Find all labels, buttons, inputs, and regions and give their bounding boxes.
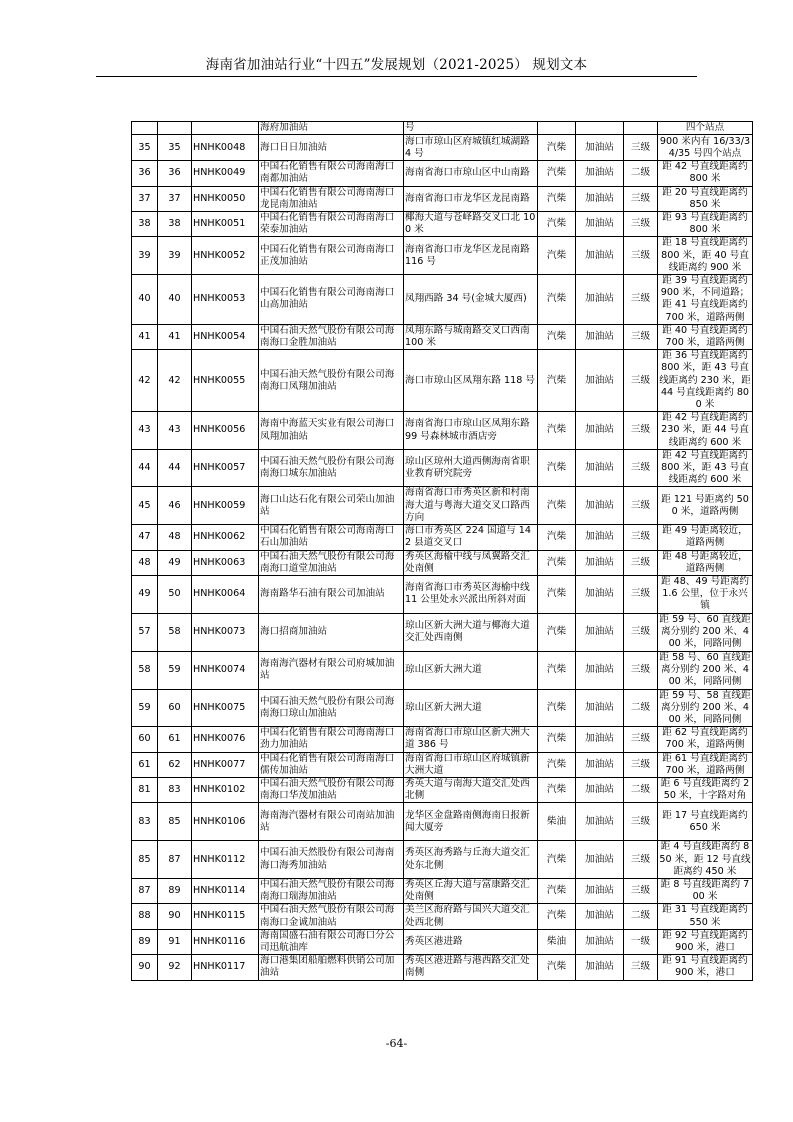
num-cell: 44 bbox=[158, 449, 192, 487]
seq-cell: 38 bbox=[132, 212, 158, 237]
type-cell bbox=[576, 122, 624, 135]
table-row bbox=[132, 487, 753, 525]
code-cell: HNHK0102 bbox=[192, 777, 259, 802]
num-cell: 89 bbox=[158, 878, 192, 903]
grade-cell: 三级 bbox=[624, 350, 658, 412]
grade-cell: 三级 bbox=[624, 525, 658, 550]
name-cell: 中国石油天然股份有限公司海南海口海秀加油站 bbox=[259, 841, 404, 879]
fuel-cell: 汽柴 bbox=[538, 752, 576, 777]
code-cell: HNHK0074 bbox=[192, 651, 259, 689]
seq-cell: 44 bbox=[132, 449, 158, 487]
name-cell: 海口港集团船舶燃料供销公司加油站 bbox=[259, 955, 404, 980]
table-row bbox=[132, 803, 753, 841]
address-cell: 海南省海口市琼山区凤翔东路 99 号森林城市酒店旁 bbox=[404, 412, 538, 450]
code-cell: HNHK0077 bbox=[192, 752, 259, 777]
code-cell: HNHK0063 bbox=[192, 550, 259, 575]
code-cell: HNHK0114 bbox=[192, 878, 259, 903]
fuel-cell: 汽柴 bbox=[538, 525, 576, 550]
seq-cell: 57 bbox=[132, 613, 158, 651]
fuel-cell: 汽柴 bbox=[538, 613, 576, 651]
type-cell: 加油站 bbox=[576, 841, 624, 879]
table-row bbox=[132, 955, 753, 980]
note-cell: 距 59 号、60 直线距离分别约 200 米、400 米，同路同侧 bbox=[659, 613, 751, 650]
table-row bbox=[132, 237, 753, 275]
note-cell: 距 42 号直线距离约 800 米 bbox=[658, 161, 753, 186]
document-header: 海南省加油站行业“十四五”发展规划（2021-2025） 规划文本 bbox=[205, 57, 588, 73]
num-cell: 50 bbox=[158, 575, 192, 613]
code-cell: HNHK0076 bbox=[192, 727, 259, 752]
num-cell: 42 bbox=[158, 350, 192, 412]
grade-cell: 二级 bbox=[624, 161, 658, 186]
num-cell: 90 bbox=[158, 904, 192, 929]
address-cell: 海口市琼山区凤翔东路 118 号 bbox=[404, 350, 538, 412]
num-cell: 49 bbox=[158, 550, 192, 575]
fuel-cell: 柴油 bbox=[538, 803, 576, 841]
fuel-cell: 汽柴 bbox=[538, 878, 576, 903]
table-row bbox=[132, 651, 753, 689]
name-cell: 海南海汽器材有限公司府城加油站 bbox=[259, 651, 404, 689]
num-cell bbox=[158, 122, 192, 135]
address-cell: 号 bbox=[404, 122, 538, 135]
grade-cell: 二级 bbox=[624, 689, 658, 727]
code-cell: HNHK0050 bbox=[192, 186, 259, 211]
name-cell: 中国石化销售有限公司海南海口正茂加油站 bbox=[259, 237, 404, 275]
fuel-cell: 汽柴 bbox=[538, 275, 576, 325]
fuel-cell: 汽柴 bbox=[538, 575, 576, 613]
seq-cell: 88 bbox=[132, 904, 158, 929]
fuel-cell: 汽柴 bbox=[538, 955, 576, 980]
code-cell: HNHK0106 bbox=[192, 803, 259, 841]
type-cell: 加油站 bbox=[576, 275, 624, 325]
address-cell: 凤翔西路 34 号(金城大厦西) bbox=[404, 275, 538, 325]
fuel-cell: 汽柴 bbox=[538, 487, 576, 525]
grade-cell: 三级 bbox=[624, 135, 658, 161]
seq-cell: 43 bbox=[132, 412, 158, 450]
fuel-cell: 汽柴 bbox=[538, 777, 576, 802]
note-cell: 距 61 号直线距离约 700 米，道路两侧 bbox=[658, 752, 753, 777]
type-cell: 加油站 bbox=[576, 613, 624, 651]
num-cell: 85 bbox=[158, 803, 192, 841]
note-cell: 900 米内有 16/33/34/35 号四个站点 bbox=[658, 135, 753, 161]
note-cell: 距 92 号直线距离约 900 米，港口 bbox=[658, 929, 753, 954]
name-cell: 海口山达石化有限公司荣山加油站 bbox=[259, 487, 404, 525]
grade-cell: 三级 bbox=[624, 841, 658, 879]
address-cell: 秀英区海秀路与丘海大道交汇处东北侧 bbox=[404, 841, 538, 879]
fuel-cell: 汽柴 bbox=[538, 727, 576, 752]
table-row bbox=[132, 904, 753, 929]
grade-cell: 三级 bbox=[624, 449, 658, 487]
seq-cell: 37 bbox=[132, 186, 158, 211]
address-cell: 秀英区海榆中线与凤翼路交汇处南侧 bbox=[404, 550, 538, 575]
grade-cell: 三级 bbox=[624, 186, 658, 211]
fuel-cell: 汽柴 bbox=[538, 161, 576, 186]
num-cell: 48 bbox=[158, 525, 192, 550]
address-cell: 琼山区琼州大道西侧海南省职业教育研究院旁 bbox=[404, 449, 538, 487]
type-cell: 加油站 bbox=[576, 186, 624, 211]
table-row bbox=[132, 135, 753, 161]
code-cell: HNHK0052 bbox=[192, 237, 259, 275]
type-cell: 加油站 bbox=[576, 487, 624, 525]
name-cell: 中国石油天然气股份有限公司海南海口琼山加油站 bbox=[259, 689, 404, 727]
address-cell: 琼山区新大洲大道与椰海大道交汇处西南侧 bbox=[404, 613, 538, 651]
note-cell: 距 62 号直线距离约 700 米，道路两侧 bbox=[658, 727, 753, 752]
seq-cell: 39 bbox=[132, 237, 158, 275]
num-cell: 62 bbox=[158, 752, 192, 777]
grade-cell: 三级 bbox=[624, 727, 658, 752]
grade-cell: 三级 bbox=[624, 613, 658, 651]
table-row bbox=[132, 161, 753, 186]
seq-cell: 41 bbox=[132, 324, 158, 349]
type-cell: 加油站 bbox=[576, 212, 624, 237]
fuel-cell: 汽柴 bbox=[538, 212, 576, 237]
num-cell: 92 bbox=[158, 955, 192, 980]
table-row bbox=[132, 550, 753, 575]
type-cell: 加油站 bbox=[576, 727, 624, 752]
note-cell: 距 48、49 号距离约 1.6 公里，位于永兴镇 bbox=[658, 575, 753, 613]
note-cell: 距 8 号直线距离约 700 米 bbox=[658, 878, 753, 903]
type-cell: 加油站 bbox=[576, 449, 624, 487]
seq-cell: 49 bbox=[132, 575, 158, 613]
code-cell: HNHK0056 bbox=[192, 412, 259, 450]
seq-cell: 36 bbox=[132, 161, 158, 186]
code-cell: HNHK0117 bbox=[192, 955, 259, 980]
fuel-cell: 汽柴 bbox=[538, 186, 576, 211]
code-cell: HNHK0062 bbox=[192, 525, 259, 550]
code-cell: HNHK0053 bbox=[192, 275, 259, 325]
fuel-cell: 汽柴 bbox=[538, 841, 576, 879]
num-cell: 87 bbox=[158, 841, 192, 879]
grade-cell: 二级 bbox=[624, 777, 658, 802]
address-cell: 海南省海口市龙华区龙昆南路 116 号 bbox=[404, 237, 538, 275]
code-cell: HNHK0055 bbox=[192, 350, 259, 412]
table-row bbox=[132, 186, 753, 211]
fuel-cell: 柴油 bbox=[538, 929, 576, 954]
type-cell: 加油站 bbox=[576, 651, 624, 689]
note-cell: 距 4 号直线距离约 850 米，距 12 号直线距离约 450 米 bbox=[659, 841, 751, 877]
grade-cell: 三级 bbox=[624, 752, 658, 777]
note-cell: 距 40 号直线距离约 700 米，道路两侧 bbox=[658, 324, 753, 349]
seq-cell: 61 bbox=[132, 752, 158, 777]
code-cell: HNHK0116 bbox=[192, 929, 259, 954]
seq-cell: 48 bbox=[132, 550, 158, 575]
num-cell: 59 bbox=[158, 651, 192, 689]
name-cell: 海南中海蓝天实业有限公司海口凤翔加油站 bbox=[259, 412, 404, 450]
grade-cell: 三级 bbox=[624, 651, 658, 689]
type-cell: 加油站 bbox=[576, 575, 624, 613]
num-cell: 39 bbox=[158, 237, 192, 275]
table-row bbox=[132, 324, 753, 349]
seq-cell: 35 bbox=[132, 135, 158, 161]
name-cell: 中国石油天然气股份有限公司海南海口瑞海加油站 bbox=[259, 878, 404, 903]
seq-cell: 85 bbox=[132, 841, 158, 879]
note-cell: 四个站点 bbox=[658, 122, 753, 135]
type-cell: 加油站 bbox=[576, 237, 624, 275]
grade-cell: 三级 bbox=[624, 575, 658, 613]
type-cell: 加油站 bbox=[576, 777, 624, 802]
seq-cell: 45 bbox=[132, 487, 158, 525]
grade-cell: 一级 bbox=[624, 929, 658, 954]
code-cell: HNHK0112 bbox=[192, 841, 259, 879]
table-row bbox=[132, 525, 753, 550]
type-cell: 加油站 bbox=[576, 135, 624, 161]
address-cell: 海南省海口市秀英区海榆中线 11 公里处永兴派出所斜对面 bbox=[404, 575, 538, 613]
name-cell: 中国石油天然气股份有限公司海南海口金胜加油站 bbox=[259, 324, 404, 349]
code-cell bbox=[192, 122, 259, 135]
grade-cell: 三级 bbox=[624, 487, 658, 525]
grade-cell: 三级 bbox=[624, 878, 658, 903]
seq-cell: 40 bbox=[132, 275, 158, 325]
table-row bbox=[132, 275, 753, 325]
name-cell: 中国石化销售有限公司海南海口山高加油站 bbox=[259, 275, 404, 325]
name-cell: 中国石油天然气股份有限公司海南海口城东加油站 bbox=[259, 449, 404, 487]
grade-cell: 三级 bbox=[624, 955, 658, 980]
note-cell: 距 121 号距离约 500 米，道路两侧 bbox=[658, 487, 753, 525]
grade-cell: 三级 bbox=[624, 412, 658, 450]
table-row bbox=[132, 122, 753, 135]
fuel-cell: 汽柴 bbox=[538, 350, 576, 412]
fuel-cell: 汽柴 bbox=[538, 550, 576, 575]
address-cell: 秀英区港进路与港西路交汇处南侧 bbox=[404, 955, 538, 980]
type-cell: 加油站 bbox=[576, 752, 624, 777]
code-cell: HNHK0075 bbox=[192, 689, 259, 727]
table-row bbox=[132, 449, 753, 487]
note-cell: 距 17 号直线距离约 650 米 bbox=[658, 803, 753, 841]
num-cell: 91 bbox=[158, 929, 192, 954]
seq-cell: 60 bbox=[132, 727, 158, 752]
name-cell: 中国石油天然气股份有限公司海南海口金诚加油站 bbox=[259, 904, 404, 929]
address-cell: 秀英大道与南海大道交汇处西北侧 bbox=[404, 777, 538, 802]
note-cell: 距 93 号直线距离约 800 米 bbox=[658, 212, 753, 237]
table-row bbox=[132, 350, 753, 412]
note-cell: 距 20 号直线距离约 850 米 bbox=[658, 186, 753, 211]
code-cell: HNHK0115 bbox=[192, 904, 259, 929]
seq-cell bbox=[132, 122, 158, 135]
grade-cell: 三级 bbox=[624, 237, 658, 275]
fuel-cell bbox=[538, 122, 576, 135]
type-cell: 加油站 bbox=[576, 350, 624, 412]
num-cell: 37 bbox=[158, 186, 192, 211]
num-cell: 41 bbox=[158, 324, 192, 349]
table-row bbox=[132, 575, 753, 613]
code-cell: HNHK0049 bbox=[192, 161, 259, 186]
fuel-cell: 汽柴 bbox=[538, 135, 576, 161]
seq-cell: 58 bbox=[132, 651, 158, 689]
name-cell: 海南海汽器材有限公司南站加油站 bbox=[259, 803, 404, 841]
fuel-cell: 汽柴 bbox=[538, 689, 576, 727]
seq-cell: 42 bbox=[132, 350, 158, 412]
table-row bbox=[132, 689, 753, 727]
grade-cell: 二级 bbox=[624, 904, 658, 929]
note-cell: 距 91 号直线距离约 900 米，港口 bbox=[658, 955, 753, 980]
type-cell: 加油站 bbox=[576, 929, 624, 954]
table-row bbox=[132, 613, 753, 651]
name-cell: 中国石化销售有限公司海南海口荣泰加油站 bbox=[259, 212, 404, 237]
address-cell: 海南省海口市琼山区新大洲大道 386 号 bbox=[404, 727, 538, 752]
table-row bbox=[132, 752, 753, 777]
name-cell: 海南路华石油有限公司加油站 bbox=[259, 575, 404, 613]
type-cell: 加油站 bbox=[576, 803, 624, 841]
table-row bbox=[132, 727, 753, 752]
address-cell: 秀英区港进路 bbox=[404, 929, 538, 954]
grade-cell: 三级 bbox=[624, 324, 658, 349]
fuel-cell: 汽柴 bbox=[538, 237, 576, 275]
table-row bbox=[132, 878, 753, 903]
name-cell: 海南国盛石油有限公司海口分公司迅航油库 bbox=[259, 929, 404, 954]
address-cell: 琼山区新大洲大道 bbox=[404, 651, 538, 689]
type-cell: 加油站 bbox=[576, 161, 624, 186]
type-cell: 加油站 bbox=[576, 878, 624, 903]
address-cell: 椰海大道与苍峄路交叉口北 100 米 bbox=[404, 212, 538, 237]
name-cell: 中国石化销售有限公司海南海口龙昆南加油站 bbox=[259, 186, 404, 211]
name-cell: 中国石化销售有限公司海南海口劲力加油站 bbox=[259, 727, 404, 752]
num-cell: 60 bbox=[158, 689, 192, 727]
fuel-cell: 汽柴 bbox=[538, 412, 576, 450]
note-cell: 距 18 号直线距离约 800 米，距 40 号直线距离约 900 米 bbox=[658, 237, 753, 275]
name-cell: 海府加油站 bbox=[259, 122, 404, 135]
note-cell: 距 59 号、58 直线距离分别约 200 米、400 米，同路同侧 bbox=[659, 689, 751, 725]
note-cell: 距 42 号直线距离约 230 米，距 44 号直线距离约 600 米 bbox=[658, 412, 753, 450]
address-cell: 海南省海口市龙华区龙昆南路 bbox=[404, 186, 538, 211]
name-cell: 中国石化销售有限公司海南海口石山加油站 bbox=[259, 525, 404, 550]
table-row bbox=[132, 929, 753, 954]
code-cell: HNHK0054 bbox=[192, 324, 259, 349]
name-cell: 海口招商加油站 bbox=[259, 613, 404, 651]
note-cell: 距 48 号距离较近，道路两侧 bbox=[658, 550, 753, 575]
gas-station-table bbox=[131, 121, 753, 981]
note-cell: 距 31 号直线距离约 550 米 bbox=[658, 904, 753, 929]
code-cell: HNHK0051 bbox=[192, 212, 259, 237]
fuel-cell: 汽柴 bbox=[538, 904, 576, 929]
grade-cell: 三级 bbox=[624, 803, 658, 841]
page-number: -64- bbox=[385, 1037, 408, 1050]
fuel-cell: 汽柴 bbox=[538, 324, 576, 349]
code-cell: HNHK0048 bbox=[192, 135, 259, 161]
name-cell: 中国石油天然气股份有限公司海南海口凤翔加油站 bbox=[259, 350, 404, 412]
code-cell: HNHK0064 bbox=[192, 575, 259, 613]
address-cell: 龙华区金盘路南侧海南日报新闻大厦旁 bbox=[404, 803, 538, 841]
seq-cell: 89 bbox=[132, 929, 158, 954]
type-cell: 加油站 bbox=[576, 550, 624, 575]
num-cell: 58 bbox=[158, 613, 192, 651]
note-cell: 距 39 号直线距离约 900 米，不同道路；距 41 号直线距离约 700 米，道路两侧 bbox=[658, 275, 753, 325]
address-cell: 海南省海口市秀英区新和村南海大道与粤海大道交叉口路西方向 bbox=[404, 487, 538, 525]
code-cell: HNHK0057 bbox=[192, 449, 259, 487]
num-cell: 43 bbox=[158, 412, 192, 450]
type-cell: 加油站 bbox=[576, 324, 624, 349]
code-cell: HNHK0059 bbox=[192, 487, 259, 525]
name-cell: 中国石油天然气股份有限公司海南海口华茂加油站 bbox=[259, 777, 404, 802]
note-cell: 距 6 号直线距离约 250 米，十字路对角 bbox=[658, 777, 753, 802]
type-cell: 加油站 bbox=[576, 525, 624, 550]
address-cell: 琼山区新大洲大道 bbox=[404, 689, 538, 727]
note-cell: 距 49 号距离较近，道路两侧 bbox=[658, 525, 753, 550]
type-cell: 加油站 bbox=[576, 955, 624, 980]
table-row bbox=[132, 777, 753, 802]
seq-cell: 59 bbox=[132, 689, 158, 727]
fuel-cell: 汽柴 bbox=[538, 651, 576, 689]
address-cell: 海口市秀英区 224 国道与 142 县道交叉口 bbox=[404, 525, 538, 550]
table-row bbox=[132, 412, 753, 450]
address-cell: 秀英区丘海大道与富康路交汇处南侧 bbox=[404, 878, 538, 903]
code-cell: HNHK0073 bbox=[192, 613, 259, 651]
name-cell: 海口日日加油站 bbox=[259, 135, 404, 161]
seq-cell: 81 bbox=[132, 777, 158, 802]
grade-cell bbox=[624, 122, 658, 135]
num-cell: 36 bbox=[158, 161, 192, 186]
name-cell: 中国石油天然气股份有限公司海南海口道堂加油站 bbox=[259, 550, 404, 575]
grade-cell: 三级 bbox=[624, 275, 658, 325]
type-cell: 加油站 bbox=[576, 689, 624, 727]
name-cell: 中国石化销售有限公司海南海口南都加油站 bbox=[259, 161, 404, 186]
num-cell: 83 bbox=[158, 777, 192, 802]
note-cell: 距 58 号、60 直线距离分别约 200 米、400 米，同路同侧 bbox=[659, 651, 751, 688]
grade-cell: 三级 bbox=[624, 212, 658, 237]
table-row bbox=[132, 841, 753, 879]
address-cell: 海口市琼山区府城镇红城湖路 4 号 bbox=[404, 135, 538, 161]
name-cell: 中国石化销售有限公司海南海口儒传加油站 bbox=[259, 752, 404, 777]
seq-cell: 83 bbox=[132, 803, 158, 841]
num-cell: 46 bbox=[158, 487, 192, 525]
address-cell: 海南省海口市琼山区府城镇新大洲大道 bbox=[404, 752, 538, 777]
num-cell: 38 bbox=[158, 212, 192, 237]
type-cell: 加油站 bbox=[576, 904, 624, 929]
seq-cell: 90 bbox=[132, 955, 158, 980]
seq-cell: 87 bbox=[132, 878, 158, 903]
grade-cell: 三级 bbox=[624, 550, 658, 575]
num-cell: 61 bbox=[158, 727, 192, 752]
header-rule bbox=[96, 76, 697, 77]
seq-cell: 47 bbox=[132, 525, 158, 550]
num-cell: 35 bbox=[158, 135, 192, 161]
fuel-cell: 汽柴 bbox=[538, 449, 576, 487]
num-cell: 40 bbox=[158, 275, 192, 325]
table-row bbox=[132, 212, 753, 237]
note-cell: 距 36 号直线距离约 800 米，距 43 号直线距离约 230 米，距 44 号直线距离约 800 米 bbox=[659, 350, 751, 411]
address-cell: 海南省海口市琼山区中山南路 bbox=[404, 161, 538, 186]
type-cell: 加油站 bbox=[576, 412, 624, 450]
address-cell: 美兰区海府路与国兴大道交汇处西北侧 bbox=[404, 904, 538, 929]
note-cell: 距 42 号直线距离约 800 米，距 43 号直线距离约 600 米 bbox=[658, 449, 753, 487]
address-cell: 凤翔东路与城南路交叉口西南 100 米 bbox=[404, 324, 538, 349]
